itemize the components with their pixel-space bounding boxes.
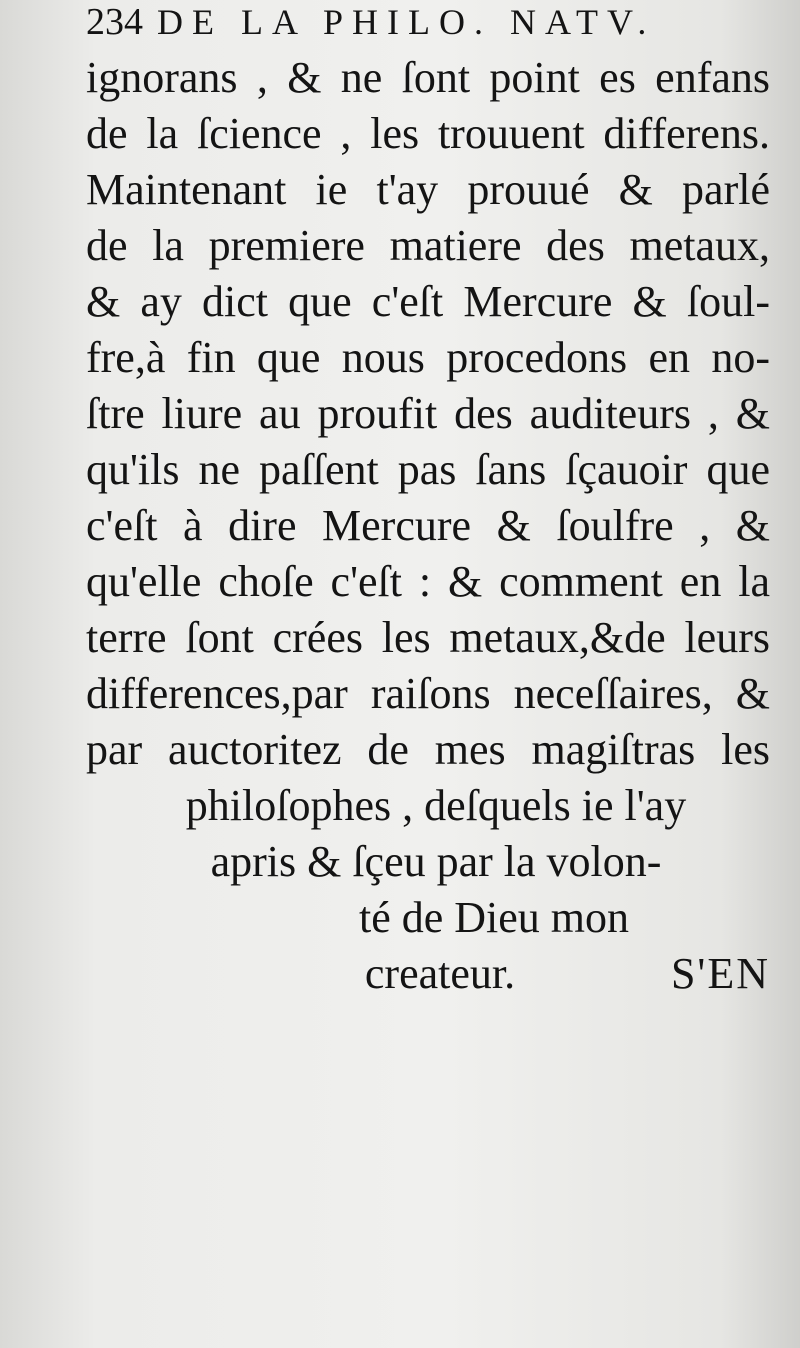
text-line: de la premiere matiere des metaux, <box>86 221 770 270</box>
text-line: qu'ils ne paſſent pas ſans ſçauoir que <box>86 445 770 494</box>
running-title: DE LA PHILO. NATV. <box>157 2 656 42</box>
catchword: S'EN <box>670 949 770 998</box>
text-line: c'eſt à dire Mercure & ſoulfre , & <box>86 501 770 550</box>
text-line: fre,à fin que nous procedons en no- <box>86 333 770 382</box>
text-line: & ay dict que c'eſt Mercure & ſoul- <box>86 277 770 326</box>
text-line: ignorans , & ne ſont point es enfans <box>86 53 770 102</box>
closing-line: apris & ſçeu par la volon- <box>210 837 662 886</box>
text-line: par auctoritez de mes magiſtras les <box>86 725 770 774</box>
page-header <box>86 0 776 50</box>
text-line: de la ſcience , les trouuent differens. <box>86 109 770 158</box>
closing-line: createur. <box>364 949 516 998</box>
text-line: qu'elle choſe c'eſt : & comment en la <box>86 557 770 606</box>
closing-line: té de Dieu mon <box>358 893 630 942</box>
text-line: terre ſont crées les metaux,&de leurs <box>86 613 770 662</box>
page-number: 234 <box>86 1 143 43</box>
text-line: Maintenant ie t'ay prouué & parlé <box>86 165 770 214</box>
text-line: differences,par raiſons neceſſaires, & <box>86 669 770 718</box>
text-line: ſtre liure au proufit des auditeurs , & <box>86 389 770 438</box>
closing-line: philoſophes , deſquels ie l'ay <box>185 781 687 830</box>
